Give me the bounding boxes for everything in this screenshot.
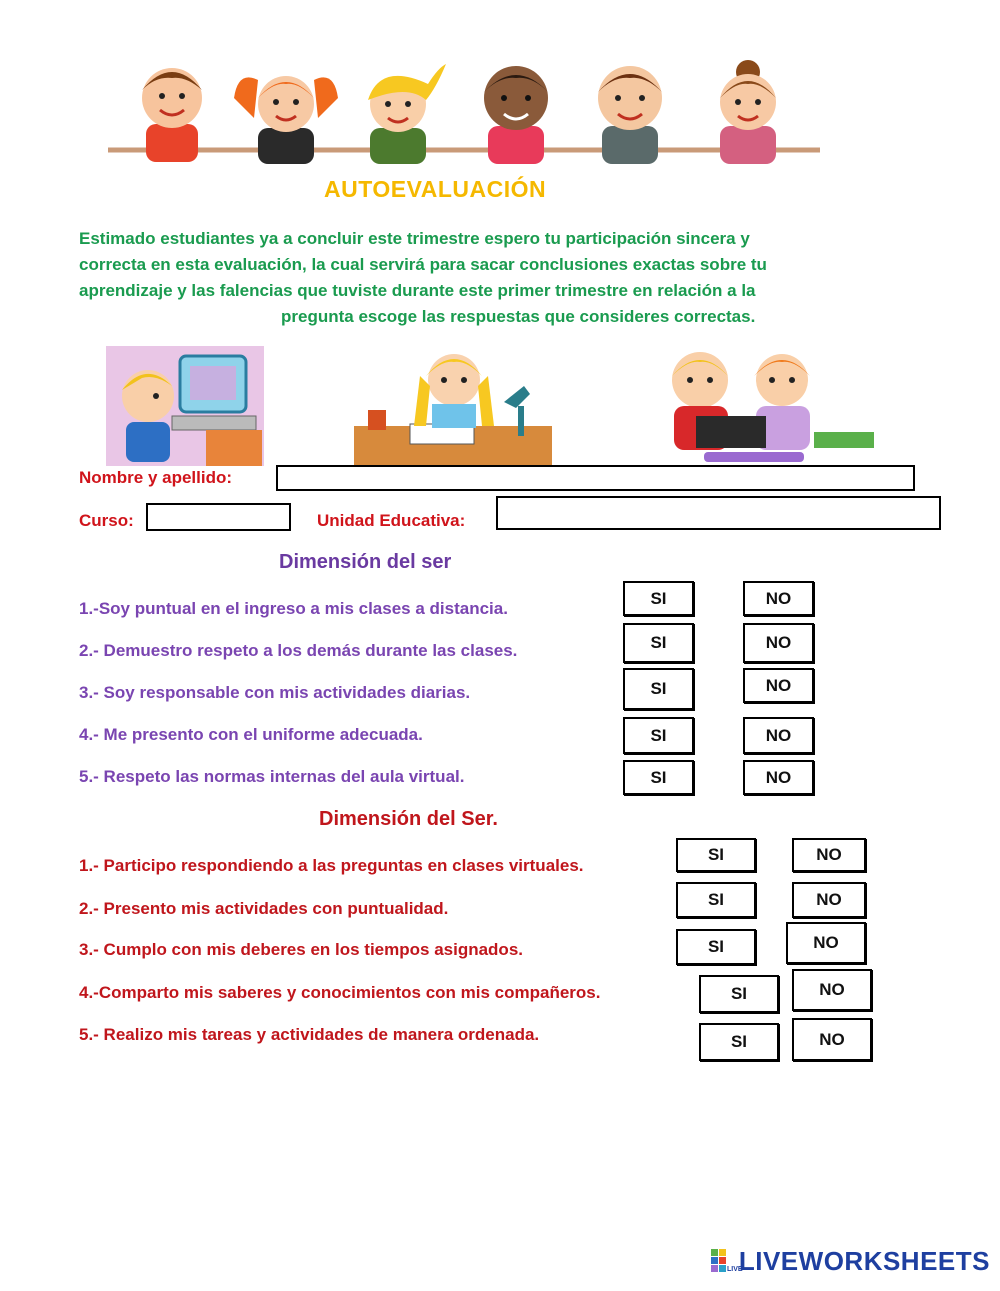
s2-q3-si-button[interactable]: SI: [676, 929, 756, 965]
section2-question-2: 2.- Presento mis actividades con puntualidad.: [79, 899, 449, 918]
intro-line: Estimado estudiantes ya a concluir este trimestre espero tu participación sincera y: [79, 229, 750, 248]
section2-question-5: 5.- Realizo mis tareas y actividades de manera ordenada.: [79, 1025, 540, 1044]
child-figure: [720, 60, 776, 164]
section1-question-1: 1.-Soy puntual en el ingreso a mis clases a distancia.: [79, 599, 508, 618]
intro-paragraph: [79, 226, 879, 330]
course-input[interactable]: [146, 503, 291, 531]
school-input[interactable]: [496, 496, 941, 530]
s2-q2-si-button[interactable]: SI: [676, 882, 756, 918]
section2-question-4: 4.-Comparto mis saberes y conocimientos con mis compañeros.: [79, 983, 601, 1002]
section2-question-1: 1.- Participo respondiendo a las preguntas en clases virtuales.: [79, 856, 584, 875]
section1-question-2: 2.- Demuestro respeto a los demás durante las clases.: [79, 641, 518, 660]
s2-q2-no-button[interactable]: NO: [792, 882, 866, 918]
s2-q1-si-button[interactable]: SI: [676, 838, 756, 872]
s1-q4-no-button[interactable]: NO: [743, 717, 814, 754]
logo-text: LIVEWORKSHEETS: [738, 1246, 990, 1276]
s2-q5-si-button[interactable]: SI: [699, 1023, 779, 1061]
s2-q5-no-button[interactable]: NO: [792, 1018, 872, 1061]
s1-q5-si-button[interactable]: SI: [623, 760, 694, 795]
section2-question-3: 3.- Cumplo con mis deberes en los tiempos asignados.: [79, 940, 523, 959]
liveworksheets-logo-icon: [711, 1249, 743, 1275]
section2-title: Dimensión del Ser.: [319, 808, 498, 830]
s1-q2-si-button[interactable]: SI: [623, 623, 694, 663]
s1-q5-no-button[interactable]: NO: [743, 760, 814, 795]
s2-q4-si-button[interactable]: SI: [699, 975, 779, 1013]
s2-q3-no-button[interactable]: NO: [786, 922, 866, 964]
s1-q3-si-button[interactable]: SI: [623, 668, 694, 710]
section1-question-4: 4.- Me presento con el uniforme adecuada.: [79, 725, 423, 744]
child-figure: [484, 66, 548, 164]
boy-computer-illustration: [106, 346, 264, 466]
logo-badge-text: LIVE: [726, 1265, 743, 1273]
school-label: Unidad Educativa:: [317, 511, 466, 530]
children-banner-illustration: [108, 58, 820, 166]
liveworksheets-logo: [711, 1246, 990, 1277]
s1-q2-no-button[interactable]: NO: [743, 623, 814, 663]
intro-line: correcta en esta evaluación, la cual servirá para sacar conclusiones exactas sobre tu: [79, 255, 767, 274]
s1-q1-no-button[interactable]: NO: [743, 581, 814, 616]
intro-line: pregunta escoge las respuestas que consideres correctas.: [281, 307, 756, 326]
intro-line: aprendizaje y las falencias que tuviste durante este primer trimestre en relación a la: [79, 281, 756, 300]
s2-q1-no-button[interactable]: NO: [792, 838, 866, 872]
s1-q4-si-button[interactable]: SI: [623, 717, 694, 754]
page-title: AUTOEVALUACIÓN: [324, 176, 547, 202]
girl-studying-illustration: [354, 346, 552, 466]
s1-q3-no-button[interactable]: NO: [743, 668, 814, 703]
section1-title: Dimensión del ser: [279, 551, 452, 573]
name-label: Nombre y apellido:: [79, 468, 233, 487]
s2-q4-no-button[interactable]: NO: [792, 969, 872, 1011]
child-figure: [598, 66, 662, 164]
name-input[interactable]: [276, 465, 915, 491]
section1-question-3: 3.- Soy responsable con mis actividades diarias.: [79, 683, 471, 702]
section1-question-5: 5.- Respeto las normas internas del aula virtual.: [79, 767, 465, 786]
course-label: Curso:: [79, 511, 134, 530]
s1-q1-si-button[interactable]: SI: [623, 581, 694, 616]
kids-laptop-illustration: [644, 346, 878, 466]
child-figure: [142, 68, 202, 162]
